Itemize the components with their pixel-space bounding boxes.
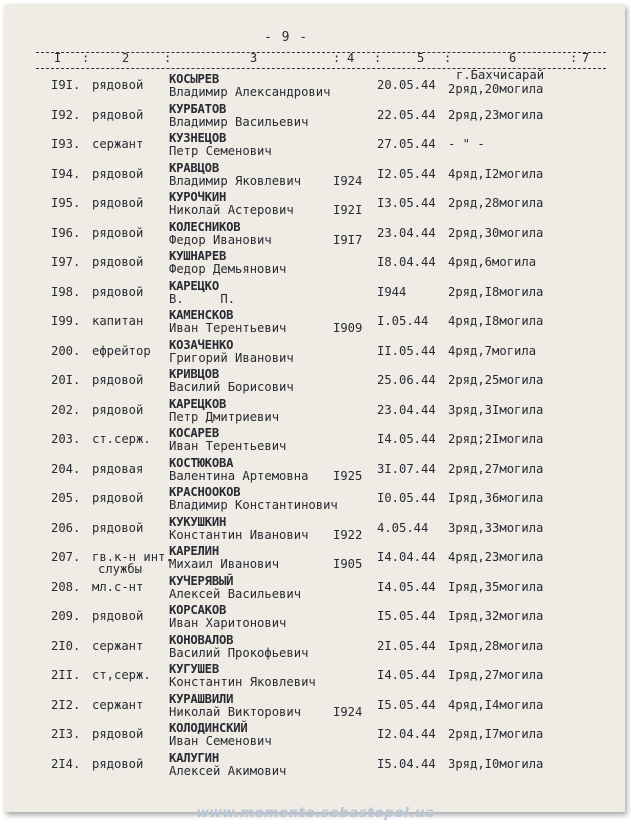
record-surname: КОНОВАЛОВ <box>169 632 234 647</box>
record-death-date: I2.04.44 <box>377 727 436 741</box>
record-death-date: I3.05.44 <box>377 196 436 210</box>
record-surname: КОСАРЕВ <box>169 426 219 440</box>
record-given-name: Петр Семенович <box>169 144 272 158</box>
record-grave: 4ряд,I4могила <box>448 697 544 712</box>
record-surname: КАРЕЦКО <box>169 278 219 293</box>
record-number: 200. <box>51 343 81 358</box>
record-rank: ст,серж. <box>92 668 151 682</box>
record-number: I92. <box>51 107 81 122</box>
column-separator: : <box>82 51 90 65</box>
record-number: I99. <box>51 314 81 328</box>
record-grave: Iряд,36могила <box>448 491 544 505</box>
record-surname: КАМЕНСКОВ <box>169 308 234 322</box>
record-grave: 2ряд,25могила <box>448 373 544 387</box>
record-rank: рядовой <box>92 107 144 122</box>
record-surname: КУШНАРЕВ <box>169 249 227 263</box>
column-separator: : <box>333 51 341 65</box>
record-surname: КРАСНООКОВ <box>169 485 241 499</box>
record-rank: рядовой <box>92 402 144 417</box>
table-row <box>4 220 625 250</box>
record-grave: 4ряд,I8могила <box>448 314 544 328</box>
record-rank: рядовой <box>92 255 144 269</box>
page-number: - 9 - <box>264 30 309 45</box>
table-row <box>4 633 625 663</box>
record-given-name: Владимир Васильевич <box>169 114 309 129</box>
record-death-date: I944 <box>377 284 407 299</box>
record-given-name: Владимир Александрович <box>169 85 331 99</box>
table-row <box>4 426 625 456</box>
record-given-name: Василий Прокофьевич <box>169 645 309 660</box>
record-surname: КУКУШКИН <box>169 514 227 529</box>
record-number: 209. <box>51 609 81 623</box>
table-row <box>4 68 625 102</box>
record-surname: КОЛЕСНИКОВ <box>169 219 241 234</box>
record-rank: сержант <box>92 137 144 151</box>
record-rank: рядовой <box>92 609 144 623</box>
record-surname: КУЗНЕЦОВ <box>169 131 227 145</box>
record-number: 205. <box>51 491 81 505</box>
record-given-name: Владимир Константинович <box>169 498 338 512</box>
record-death-date: 27.05.44 <box>377 137 436 151</box>
record-number: I95. <box>51 196 81 210</box>
record-surname: КОЗАЧЕНКО <box>169 337 234 352</box>
record-rank: рядовой <box>92 491 144 505</box>
record-number: 203. <box>51 432 81 446</box>
record-given-name: Иван Терентьевич <box>169 321 287 335</box>
table-row <box>4 574 625 604</box>
record-given-name: Алексей Акимович <box>169 763 287 778</box>
column-separator: : <box>444 51 452 65</box>
record-rank: рядовой <box>92 166 144 181</box>
record-birth-year: I922 <box>333 527 363 542</box>
table-row <box>4 131 625 161</box>
record-grave: Iряд,35могила <box>448 579 544 594</box>
record-number: 2I4. <box>51 756 81 771</box>
record-rank: сержант <box>92 638 144 653</box>
record-grave: 4ряд,6могила <box>448 255 537 269</box>
record-given-name: Иван Семенович <box>169 734 272 748</box>
record-rank: ефрейтор <box>92 343 151 358</box>
record-death-date: 3I.07.44 <box>377 461 436 476</box>
table-row <box>4 515 625 545</box>
record-rank: мл.с-нт <box>92 579 144 594</box>
table-row <box>4 367 625 397</box>
record-number: 206. <box>51 520 81 535</box>
column-separator: : <box>374 51 382 65</box>
record-rank: рядовой <box>92 520 144 535</box>
record-number: I9I. <box>51 78 81 92</box>
record-grave: 2ряд,23могила <box>448 107 544 122</box>
record-number: 208. <box>51 579 81 594</box>
column-header-2: 2 <box>122 51 130 65</box>
record-death-date: II.05.44 <box>377 343 436 358</box>
table-row <box>4 279 625 309</box>
record-rank: рядовой <box>92 373 144 387</box>
record-death-date: I0.05.44 <box>377 491 436 505</box>
table-row <box>4 603 625 633</box>
record-given-name: Валентина Артемовна <box>169 468 309 483</box>
table-row <box>4 751 625 781</box>
record-surname: КАРЕЦКОВ <box>169 396 227 411</box>
table-row <box>4 662 625 692</box>
table-row <box>4 721 625 751</box>
record-grave: 3ряд,I0могила <box>448 756 544 771</box>
record-death-date: I4.05.44 <box>377 432 436 446</box>
record-number: I96. <box>51 225 81 240</box>
table-row <box>4 397 625 427</box>
record-surname: КРИВЦОВ <box>169 367 219 381</box>
column-header-1: I <box>54 51 62 65</box>
site-watermark: www.memento.sebastopol.ua <box>196 805 435 821</box>
record-birth-year: I92I <box>333 203 363 217</box>
record-rank: рядовой <box>92 78 144 92</box>
record-number: I94. <box>51 166 81 181</box>
column-header-5: 5 <box>417 51 425 65</box>
record-death-date: I2.05.44 <box>377 166 436 181</box>
record-surname: КУРАШВИЛИ <box>169 691 234 706</box>
record-rank: рядовой <box>92 196 144 210</box>
record-death-date: 22.05.44 <box>377 107 436 122</box>
record-death-date: 23.04.44 <box>377 225 436 240</box>
record-surname: КАРЕЛИН <box>169 544 219 558</box>
table-row <box>4 161 625 191</box>
record-number: 202. <box>51 402 81 417</box>
record-given-name: Михаил Иванович <box>169 557 280 571</box>
record-given-name: Николай Викторович <box>169 704 302 719</box>
record-number: 204. <box>51 461 81 476</box>
record-given-name: Николай Астерович <box>169 203 294 217</box>
table-row <box>4 190 625 220</box>
record-rank: ст.серж. <box>92 432 151 446</box>
table-row <box>4 338 625 368</box>
table-row <box>4 102 625 132</box>
record-surname: КОСТЮКОВА <box>169 455 234 470</box>
column-header-4: 4 <box>347 51 355 65</box>
record-rank: капитан <box>92 314 144 328</box>
record-given-name: Петр Дмитриевич <box>169 409 280 424</box>
record-death-date: I.05.44 <box>377 314 429 328</box>
column-header-6: 6 <box>509 51 517 65</box>
record-given-name: Константин Иванович <box>169 527 309 542</box>
record-given-name: Григорий Иванович <box>169 350 294 365</box>
record-grave: Iряд,32могила <box>448 609 544 623</box>
record-birth-year: I924 <box>333 704 363 719</box>
record-grave: 2ряд,27могила <box>448 461 544 476</box>
record-grave: 2ряд,28могила <box>448 196 544 210</box>
record-grave: 3ряд,3Iмогила <box>448 402 544 417</box>
record-number: 2I3. <box>51 727 81 741</box>
record-given-name: Федор Демьянович <box>169 262 287 276</box>
column-header-7: 7 <box>582 51 590 65</box>
record-birth-year: I924 <box>333 173 363 188</box>
record-death-date: I4.05.44 <box>377 668 436 682</box>
record-birth-year: I9I7 <box>333 232 363 247</box>
column-separator: : <box>164 51 172 65</box>
record-death-date: I5.04.44 <box>377 756 436 771</box>
record-rank: сержант <box>92 697 144 712</box>
record-number: I97. <box>51 255 81 269</box>
record-rank: рядовой <box>92 727 144 741</box>
record-birth-year: I925 <box>333 468 363 483</box>
record-death-date: I5.05.44 <box>377 697 436 712</box>
record-grave: 2ряд,30могила <box>448 225 544 240</box>
record-death-date: 4.05.44 <box>377 520 429 535</box>
record-given-name: Иван Харитонович <box>169 616 287 630</box>
record-death-date: I4.05.44 <box>377 579 436 594</box>
document-page <box>4 4 625 812</box>
record-surname: КОСЫРЕВ <box>169 72 219 86</box>
record-given-name: Иван Терентьевич <box>169 439 287 453</box>
record-surname: КРАВЦОВ <box>169 160 219 175</box>
record-surname: КОРСАКОВ <box>169 603 227 617</box>
record-given-name: Алексей Васильевич <box>169 586 302 601</box>
record-number: 20I. <box>51 373 81 387</box>
record-grave: 3ряд,33могила <box>448 520 544 535</box>
record-surname: КУГУШЕВ <box>169 662 219 676</box>
record-given-name: Василий Борисович <box>169 380 294 394</box>
record-rank: рядовой <box>92 284 144 299</box>
record-grave: Iряд,27могила <box>448 668 544 682</box>
record-death-date: I4.04.44 <box>377 550 436 564</box>
record-grave: 4ряд,23могила <box>448 550 544 564</box>
record-rank: гв.к-н инт. <box>92 550 173 564</box>
record-grave: 4ряд,I2могила <box>448 166 544 181</box>
table-row <box>4 692 625 722</box>
record-place: г.Бахчисарай <box>456 68 545 82</box>
table-row <box>4 456 625 486</box>
record-grave: 2ряд,I7могила <box>448 727 544 741</box>
record-given-name: Константин Яковлевич <box>169 675 316 689</box>
table-row <box>4 485 625 515</box>
record-rank: рядовой <box>92 225 144 240</box>
record-surname: КУЧЕРЯВЫЙ <box>169 573 234 588</box>
record-death-date: 2I.05.44 <box>377 638 436 653</box>
record-number: 2I0. <box>51 638 81 653</box>
record-rank-cont: службы <box>98 562 143 576</box>
record-rank: рядовая <box>92 461 144 476</box>
record-given-name: Федор Иванович <box>169 232 272 247</box>
record-grave: 2ряд;2Iмогила <box>448 432 544 446</box>
record-death-date: 25.06.44 <box>377 373 436 387</box>
table-row <box>4 544 625 574</box>
record-surname: КОЛОДИНСКИЙ <box>169 721 248 735</box>
record-death-date: I8.04.44 <box>377 255 436 269</box>
record-death-date: 23.04.44 <box>377 402 436 417</box>
record-number: I98. <box>51 284 81 299</box>
record-birth-year: I905 <box>333 557 363 571</box>
record-number: I93. <box>51 137 81 151</box>
record-death-date: 20.05.44 <box>377 78 436 92</box>
record-given-name: Владимир Яковлевич <box>169 173 302 188</box>
record-surname: КАЛУГИН <box>169 750 219 765</box>
column-header-3: 3 <box>250 51 258 65</box>
table-row <box>4 308 625 338</box>
record-surname: КУРОЧКИН <box>169 190 227 204</box>
table-row <box>4 249 625 279</box>
record-death-date: I5.05.44 <box>377 609 436 623</box>
record-grave: Iряд,28могила <box>448 638 544 653</box>
record-grave: - " - <box>448 137 485 151</box>
record-grave: 2ряд,I8могила <box>448 284 544 299</box>
record-number: 207. <box>51 550 81 564</box>
column-separator: : <box>570 51 578 65</box>
record-grave: 4ряд,7могила <box>448 343 537 358</box>
record-birth-year: I909 <box>333 321 363 335</box>
record-number: 2I2. <box>51 697 81 712</box>
record-given-name: В. П. <box>169 291 236 306</box>
record-number: 2II. <box>51 668 81 682</box>
record-surname: КУРБАТОВ <box>169 101 227 116</box>
record-rank: рядовой <box>92 756 144 771</box>
record-grave: 2ряд,20могила <box>448 82 544 96</box>
